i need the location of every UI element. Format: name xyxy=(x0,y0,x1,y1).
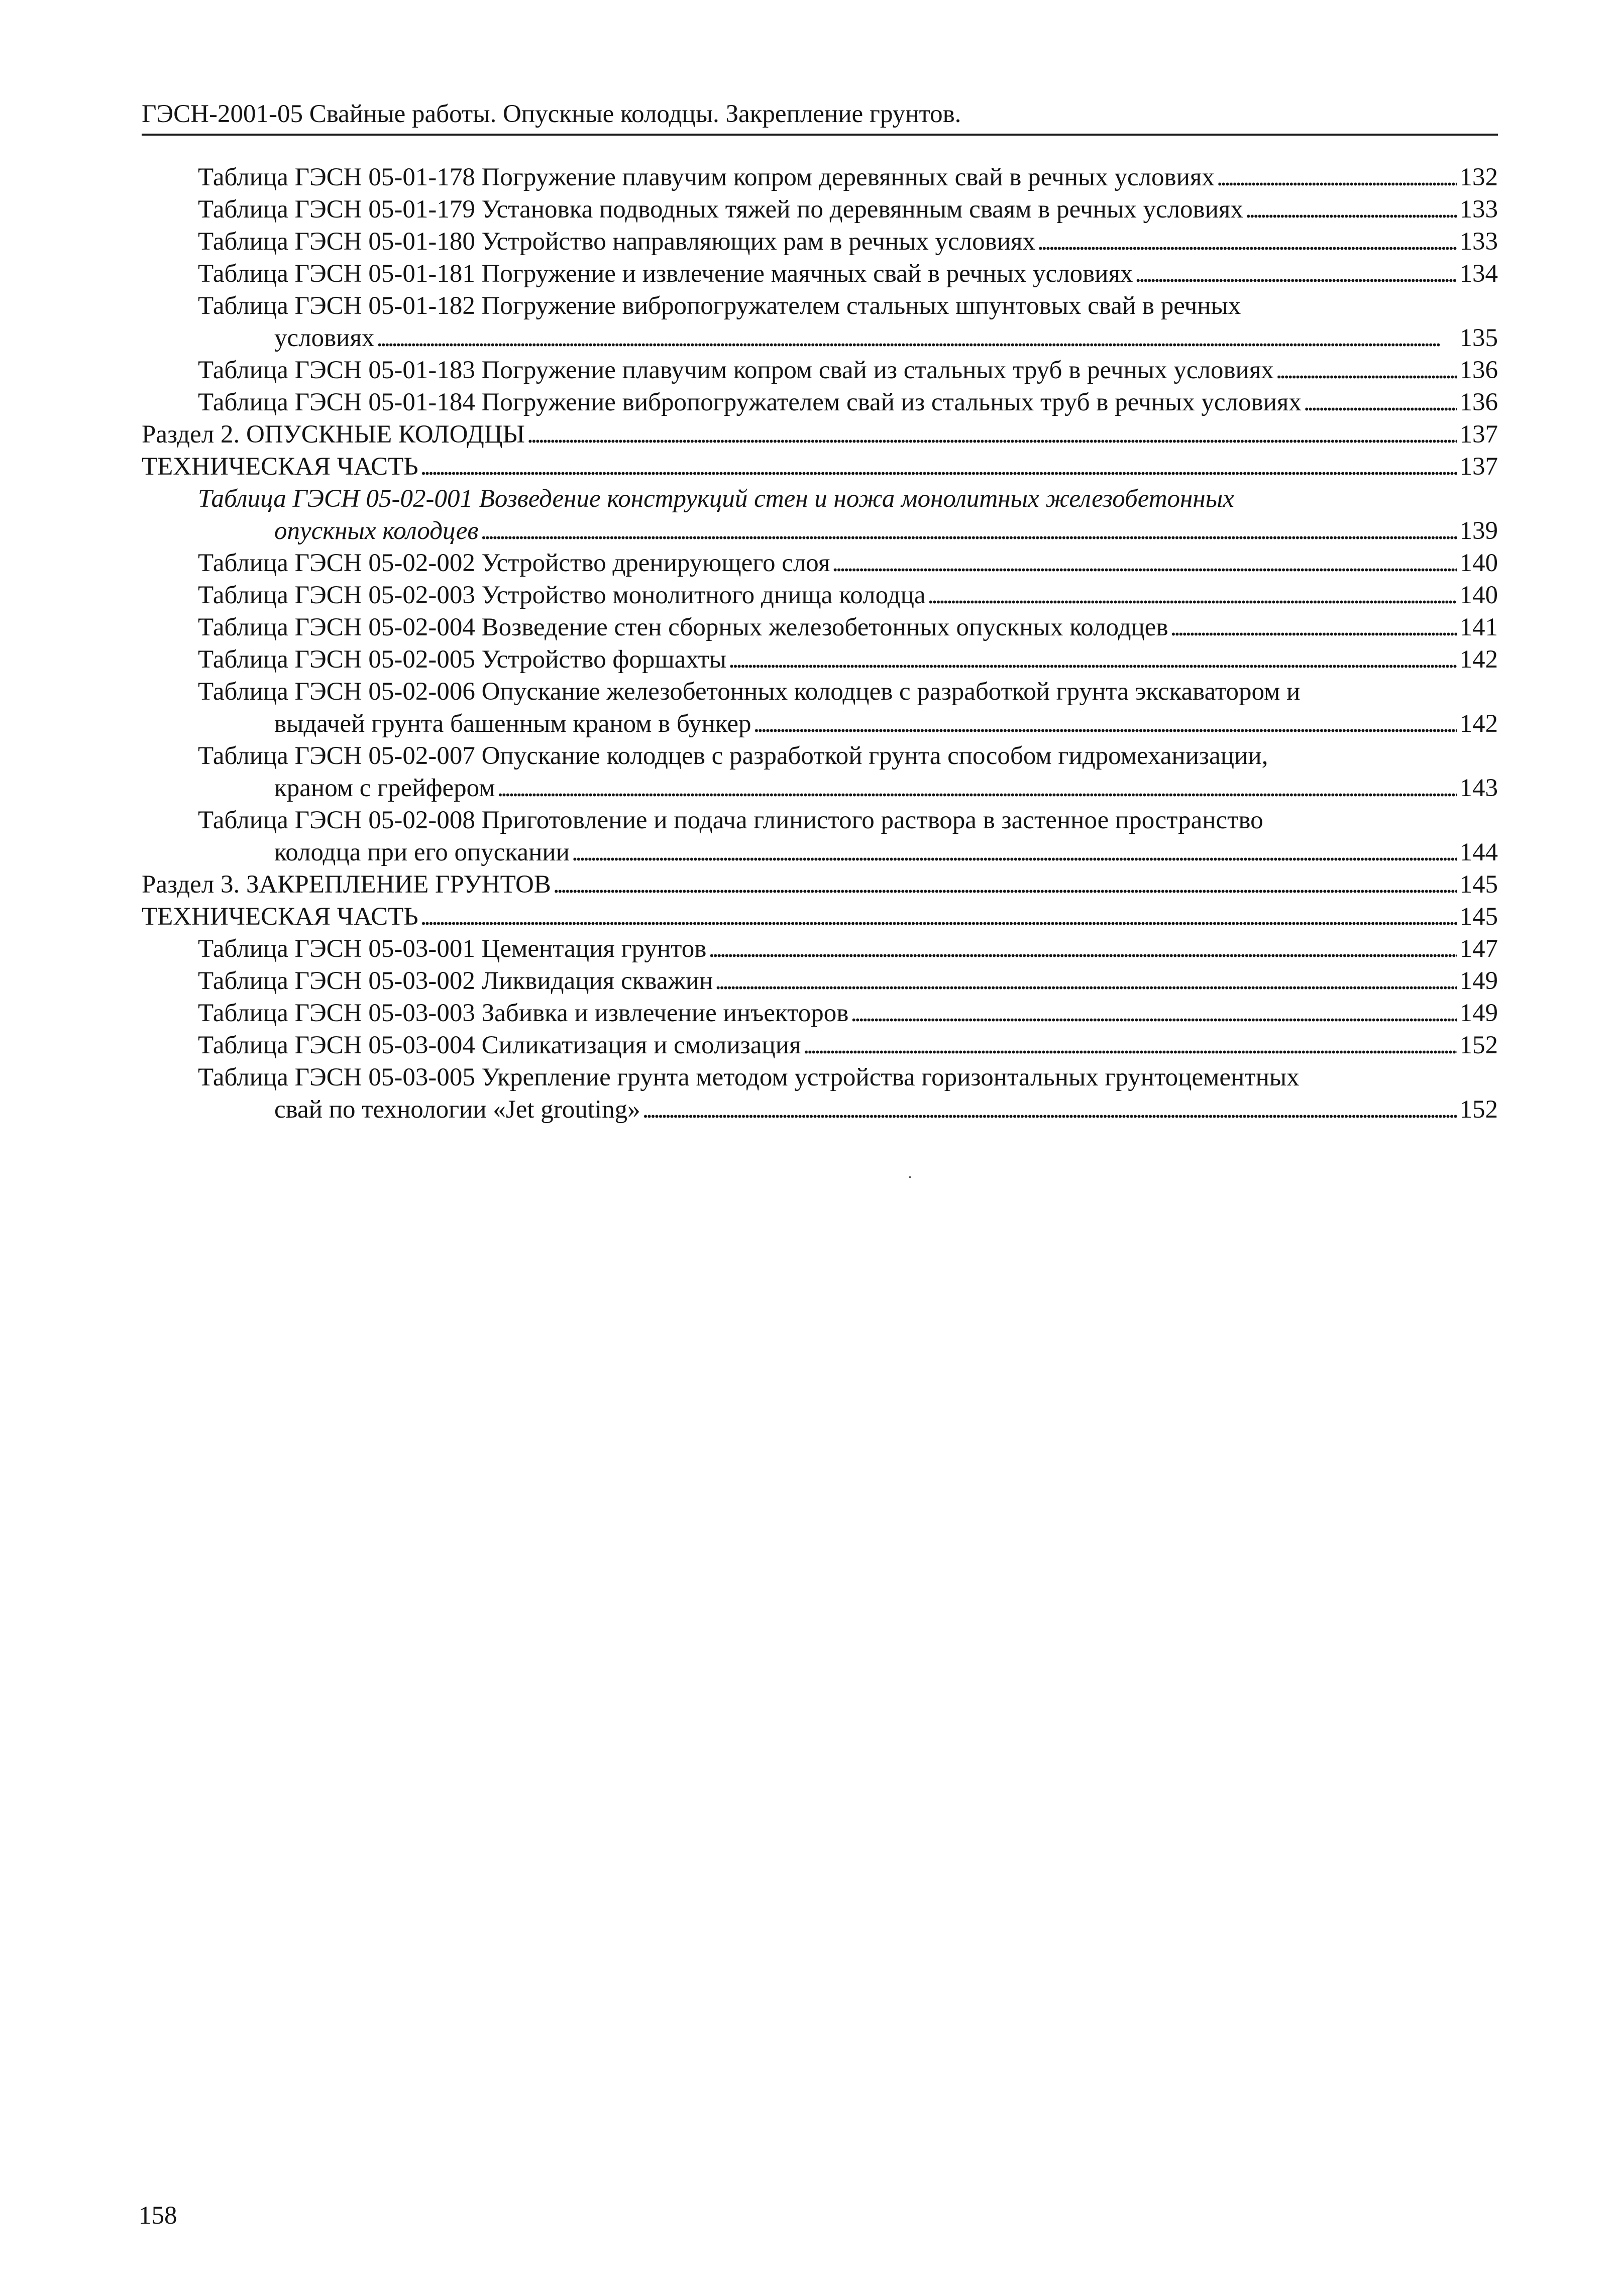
toc-entry-page: 137 xyxy=(1459,420,1498,449)
toc-entry-title: Таблица ГЭСН 05-03-004 Силикатизация и смолизация xyxy=(198,1031,801,1059)
toc-entry xyxy=(0,997,1616,1029)
toc-entry xyxy=(0,161,1616,193)
toc-entry-title: выдачей грунта башенным краном в бункер xyxy=(274,710,751,738)
dot-leader xyxy=(1304,386,1457,418)
toc-entry-title: Таблица ГЭСН 05-02-002 Устройство дренирующего слоя xyxy=(198,549,830,577)
toc-entry-page: 135 xyxy=(1459,324,1498,352)
toc-entry xyxy=(0,515,1616,547)
toc-entry-title: Таблица ГЭСН 05-01-180 Устройство направляющих рам в речных условиях xyxy=(198,228,1035,256)
dot-leader xyxy=(376,322,1456,354)
dot-leader xyxy=(1135,258,1456,290)
toc-entry-page: 141 xyxy=(1459,613,1498,641)
toc-entry xyxy=(0,418,1616,451)
dot-leader xyxy=(1245,193,1457,226)
toc-entry-title: свай по технологии «Jet grouting» xyxy=(274,1096,640,1124)
toc-entry-page: 136 xyxy=(1459,356,1498,384)
dot-leader xyxy=(420,451,1457,483)
toc-entry-page: 142 xyxy=(1459,710,1498,738)
toc-entry xyxy=(0,868,1616,901)
toc-entry-first-line xyxy=(0,676,1616,708)
header-rule xyxy=(142,134,1498,136)
toc-entry xyxy=(0,836,1616,868)
toc-entry xyxy=(0,354,1616,386)
dot-leader xyxy=(1037,226,1457,258)
toc-entry-title: Таблица ГЭСН 05-03-005 Укрепление грунта методом устройства горизонтальных грунтоцементных xyxy=(198,1063,1300,1091)
toc-entry-page: 152 xyxy=(1459,1031,1498,1059)
toc-entry-title: Таблица ГЭСН 05-01-181 Погружение и извлечение маячных свай в речных условиях xyxy=(198,260,1133,288)
toc-entry-title: Таблица ГЭСН 05-03-003 Забивка и извлечение инъекторов xyxy=(198,999,849,1027)
toc-entry-title: Таблица ГЭСН 05-02-007 Опускание колодцев с разработкой грунта способом гидромеханизации, xyxy=(198,742,1268,770)
toc-entry xyxy=(0,547,1616,579)
toc-entry xyxy=(0,1094,1616,1126)
toc-entry-title: колодца при его опускании xyxy=(274,838,570,866)
toc-entry-first-line xyxy=(0,290,1616,322)
dot-leader xyxy=(928,579,1457,611)
toc-entry xyxy=(0,1029,1616,1061)
toc-entry-title: опускных колодцев xyxy=(274,517,479,545)
dot-leader xyxy=(728,643,1456,676)
toc-entry xyxy=(0,643,1616,676)
toc-entry-page: 140 xyxy=(1459,549,1498,577)
dot-leader xyxy=(1170,611,1457,643)
dot-leader xyxy=(497,772,1456,804)
dot-leader xyxy=(1276,354,1457,386)
toc-entry xyxy=(0,226,1616,258)
toc-entry-page: 137 xyxy=(1459,453,1498,481)
dot-leader xyxy=(553,868,1457,901)
dot-leader xyxy=(572,836,1457,868)
toc-entry-title: Таблица ГЭСН 05-02-004 Возведение стен сборных железобетонных опускных колодцев xyxy=(198,613,1168,641)
toc-entry-first-line xyxy=(0,1061,1616,1094)
dot-leader xyxy=(527,418,1456,451)
toc-entry-page: 144 xyxy=(1459,838,1498,866)
toc-entry-page: 139 xyxy=(1459,517,1498,545)
toc-entry-title: краном с грейфером xyxy=(274,774,495,802)
toc-entry xyxy=(0,579,1616,611)
toc-entry-page: 147 xyxy=(1459,935,1498,963)
toc-entry xyxy=(0,611,1616,643)
dot-leader xyxy=(803,1029,1456,1061)
toc-entry-title: ТЕХНИЧЕСКАЯ ЧАСТЬ xyxy=(142,903,418,931)
toc-entry-page: 145 xyxy=(1459,903,1498,931)
toc-entry-title: Раздел 2. ОПУСКНЫЕ КОЛОДЦЫ xyxy=(142,420,525,449)
toc-entry-title: Таблица ГЭСН 05-02-008 Приготовление и подача глинистого раствора в застенное пространство xyxy=(198,806,1263,834)
toc-entry-title: Раздел 3. ЗАКРЕПЛЕНИЕ ГРУНТОВ xyxy=(142,870,551,899)
toc-entry xyxy=(0,772,1616,804)
toc-entry-first-line xyxy=(0,804,1616,836)
dot-leader xyxy=(850,997,1456,1029)
toc-entry-title: условиях xyxy=(274,324,375,352)
toc-entry xyxy=(0,386,1616,418)
toc-entry-first-line xyxy=(0,740,1616,772)
toc-entry xyxy=(0,901,1616,933)
toc-entry-page: 134 xyxy=(1459,260,1498,288)
dot-leader xyxy=(753,708,1456,740)
toc-entry-page: 143 xyxy=(1459,774,1498,802)
table-of-contents xyxy=(0,161,1616,1126)
toc-entry xyxy=(0,258,1616,290)
toc-entry-page: 140 xyxy=(1459,581,1498,609)
toc-entry-title: Таблица ГЭСН 05-01-184 Погружение вибропогружателем свай из стальных труб в речных условиях xyxy=(198,388,1302,416)
toc-entry-page: 152 xyxy=(1459,1096,1498,1124)
toc-entry-title: Таблица ГЭСН 05-02-006 Опускание железобетонных колодцев с разработкой грунта экскаватором и xyxy=(198,678,1301,706)
toc-entry-page: 149 xyxy=(1459,999,1498,1027)
toc-entry xyxy=(0,322,1616,354)
toc-entry xyxy=(0,193,1616,226)
dot-leader xyxy=(1217,161,1457,193)
dot-leader xyxy=(832,547,1456,579)
toc-entry-page: 149 xyxy=(1459,967,1498,995)
toc-entry-title: Таблица ГЭСН 05-02-005 Устройство форшахты xyxy=(198,645,727,674)
toc-entry-title: Таблица ГЭСН 05-01-179 Установка подводных тяжей по деревянным сваям в речных условиях xyxy=(198,195,1243,224)
toc-entry-title: Таблица ГЭСН 05-03-002 Ликвидация скважин xyxy=(198,967,713,995)
toc-entry xyxy=(0,708,1616,740)
dot-leader xyxy=(715,965,1456,997)
toc-entry-page: 142 xyxy=(1459,645,1498,674)
scan-speck xyxy=(909,1176,911,1178)
page-number: 158 xyxy=(139,2202,177,2230)
toc-entry-title: Таблица ГЭСН 05-02-001 Возведение конструкций стен и ножа монолитных железобетонных xyxy=(198,485,1234,513)
toc-entry-page: 132 xyxy=(1459,163,1498,191)
toc-entry-page: 136 xyxy=(1459,388,1498,416)
toc-entry xyxy=(0,965,1616,997)
running-header: ГЭСН-2001-05 Свайные работы. Опускные колодцы. Закрепление грунтов. xyxy=(142,100,961,128)
toc-entry xyxy=(0,451,1616,483)
toc-entry-page: 145 xyxy=(1459,870,1498,899)
toc-entry-title: Таблица ГЭСН 05-02-003 Устройство монолитного днища колодца xyxy=(198,581,926,609)
dot-leader xyxy=(642,1094,1457,1126)
toc-entry-page: 133 xyxy=(1459,195,1498,224)
toc-entry-title: Таблица ГЭСН 05-01-183 Погружение плавучим копром свай из стальных труб в речных условиях xyxy=(198,356,1274,384)
toc-entry-first-line xyxy=(0,483,1616,515)
dot-leader xyxy=(708,933,1456,965)
toc-entry-title: Таблица ГЭСН 05-01-182 Погружение вибропогружателем стальных шпунтовых свай в речных xyxy=(198,292,1241,320)
toc-entry-title: Таблица ГЭСН 05-03-001 Цементация грунтов xyxy=(198,935,707,963)
toc-entry-title: Таблица ГЭСН 05-01-178 Погружение плавучим копром деревянных свай в речных условиях xyxy=(198,163,1215,191)
toc-entry xyxy=(0,933,1616,965)
dot-leader xyxy=(420,901,1457,933)
dot-leader xyxy=(481,515,1457,547)
toc-entry-page: 133 xyxy=(1459,228,1498,256)
toc-entry-title: ТЕХНИЧЕСКАЯ ЧАСТЬ xyxy=(142,453,418,481)
